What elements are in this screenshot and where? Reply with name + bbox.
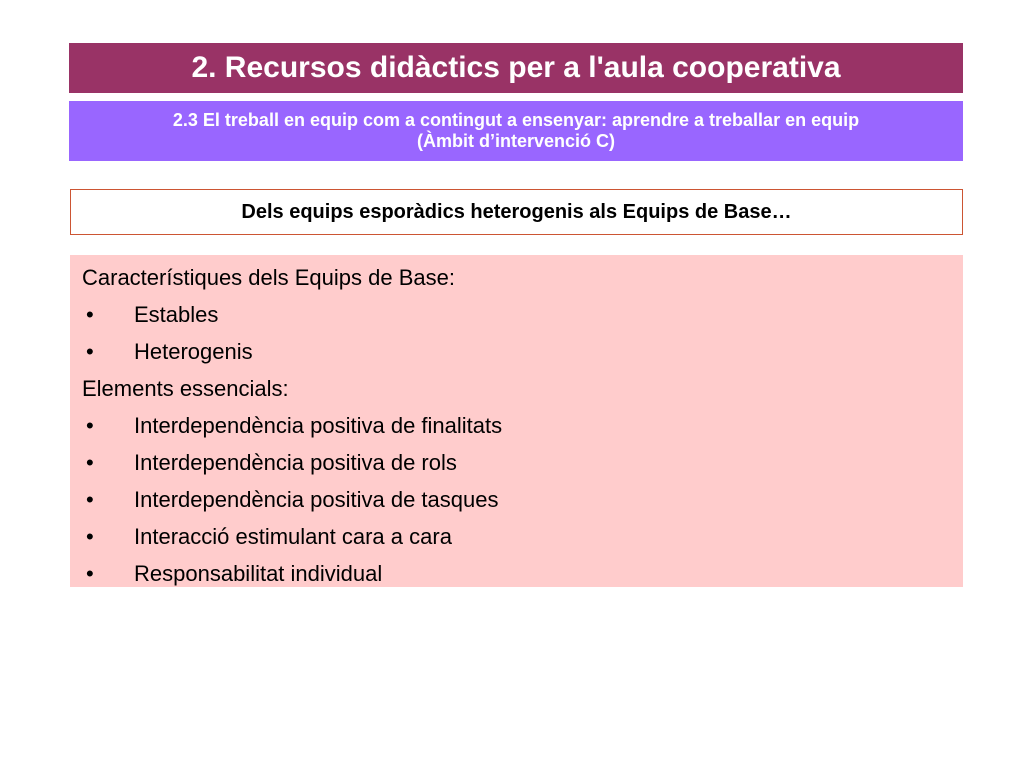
section-label-characteristics: Característiques dels Equips de Base:: [82, 265, 455, 290]
slide-title: [69, 43, 963, 93]
slide-title-text: 2. Recursos didàctics per a l'aula cooperativa: [191, 51, 841, 84]
list-item: • Interdependència positiva de finalitats: [82, 407, 963, 444]
subtitle-line-1: 2.3 El treball en equip com a contingut a ensenyar: aprendre a treballar en equip: [172, 110, 860, 130]
section-heading-text: Dels equips esporàdics heterogenis als Equips de Base…: [241, 200, 792, 223]
list-item: • Responsabilitat individual: [82, 555, 963, 592]
bullet-icon: •: [86, 302, 94, 327]
bullet-icon: •: [86, 413, 94, 438]
section-label-essential-elements: Elements essencials:: [82, 376, 289, 401]
bullet-icon: •: [86, 339, 94, 364]
bullet-icon: •: [86, 524, 94, 549]
list-item: • Heterogenis: [82, 333, 963, 370]
bullet-icon: •: [86, 450, 94, 475]
subtitle-line-2: (Àmbit d’intervenció C): [416, 131, 615, 151]
bullet-icon: •: [86, 561, 94, 586]
list-item: • Interdependència positiva de rols: [82, 444, 963, 481]
section-heading: [70, 189, 963, 235]
list-item: • Interacció estimulant cara a cara: [82, 518, 963, 555]
bullet-icon: •: [86, 487, 94, 512]
list-item: • Estables: [82, 296, 963, 333]
list-item: • Interdependència positiva de tasques: [82, 481, 963, 518]
slide-subtitle: [69, 101, 963, 161]
content-panel: [70, 255, 963, 587]
